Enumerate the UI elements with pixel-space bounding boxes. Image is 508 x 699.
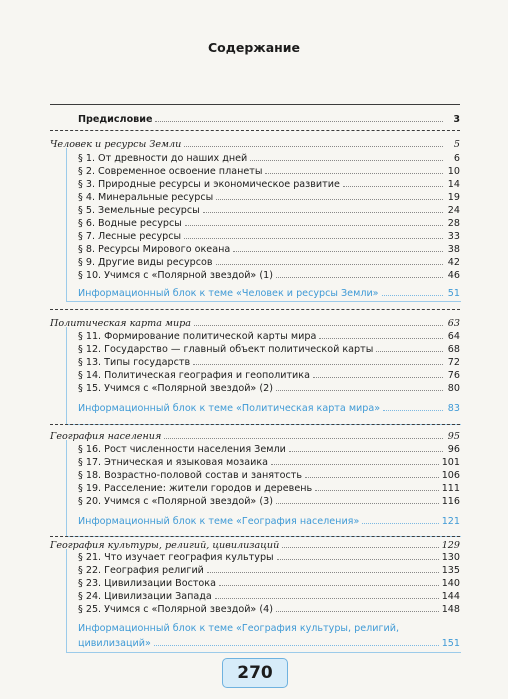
- toc-page-number: 101: [441, 457, 460, 468]
- info-block-label: Информационный блок к теме «Человек и ресурсы Земли»: [78, 288, 379, 299]
- toc-row[interactable]: [78, 467, 460, 481]
- dot-leader: [305, 467, 439, 478]
- toc-page-number: 3: [453, 114, 460, 125]
- dot-leader: [343, 176, 443, 187]
- toc-row[interactable]: [78, 176, 460, 190]
- toc-label: § 25. Учимся с «Полярной звездой» (4): [78, 604, 273, 615]
- dot-leader: [382, 285, 443, 296]
- toc-row[interactable]: [78, 454, 460, 468]
- divider: [50, 424, 460, 425]
- toc-label: § 16. Рост численности населения Земли: [78, 444, 286, 455]
- toc-label: § 5. Земельные ресурсы: [78, 205, 200, 216]
- toc-page-number: 14: [447, 179, 460, 190]
- toc-page-number: 106: [441, 470, 460, 481]
- toc-row[interactable]: [78, 549, 460, 563]
- toc-label: § 19. Расселение: жители городов и деревень: [78, 483, 313, 494]
- info-block-label: Информационный блок к теме «География населения»: [78, 516, 360, 527]
- toc-row[interactable]: [78, 601, 460, 615]
- toc-label: § 14. Политическая география и геополитика: [78, 370, 310, 381]
- dot-leader: [154, 635, 439, 646]
- toc-page-number: 135: [441, 565, 460, 576]
- section-heading-label: Человек и ресурсы Земли: [50, 139, 182, 150]
- toc-row[interactable]: [78, 150, 460, 164]
- dot-leader: [282, 537, 438, 548]
- toc-row[interactable]: [78, 588, 460, 602]
- dot-leader: [215, 588, 439, 599]
- toc-page-number: 72: [447, 357, 460, 368]
- toc-row[interactable]: [78, 163, 460, 177]
- toc-page-number: 144: [441, 591, 460, 602]
- toc-page-number: 116: [441, 496, 460, 507]
- toc-page-number: 10: [447, 166, 460, 177]
- toc-label: § 9. Другие виды ресурсов: [78, 257, 213, 268]
- dot-leader: [185, 215, 443, 226]
- dot-leader: [276, 380, 443, 391]
- toc-page-number: 140: [441, 578, 460, 589]
- toc-label: § 11. Формирование политической карты мира: [78, 331, 317, 342]
- section-heading-label: География культуры, религий, цивилизаций: [50, 540, 280, 551]
- divider: [50, 130, 460, 131]
- info-block-row[interactable]: [78, 285, 460, 299]
- toc-row-preface[interactable]: [78, 111, 460, 125]
- section-heading-label: Политическая карта мира: [50, 318, 192, 329]
- toc-row[interactable]: [78, 341, 460, 355]
- dot-leader: [271, 454, 439, 465]
- dot-leader: [216, 254, 443, 265]
- dot-leader: [184, 136, 443, 147]
- toc-label: § 4. Минеральные ресурсы: [78, 192, 214, 203]
- toc-row[interactable]: [78, 254, 460, 268]
- toc-page-number: 129: [441, 540, 460, 551]
- toc-row[interactable]: [78, 267, 460, 281]
- toc-row[interactable]: [78, 562, 460, 576]
- toc-row[interactable]: [78, 354, 460, 368]
- toc-label: § 8. Ресурсы Мирового океана: [78, 244, 231, 255]
- toc-page-number: 19: [447, 192, 460, 203]
- dot-leader: [319, 328, 443, 339]
- dot-leader: [193, 354, 443, 365]
- divider: [50, 309, 460, 310]
- toc-page-number: 130: [441, 552, 460, 563]
- toc-label: § 24. Цивилизации Запада: [78, 591, 212, 602]
- toc-page-number: 76: [447, 370, 460, 381]
- toc-label: § 10. Учимся с «Полярной звездой» (1): [78, 270, 273, 281]
- toc-page-number: 64: [447, 331, 460, 342]
- toc-page-number: 33: [447, 231, 460, 242]
- toc-label: § 1. От древности до наших дней: [78, 153, 248, 164]
- toc-row[interactable]: [78, 328, 460, 342]
- dot-leader: [164, 428, 443, 439]
- toc-page-number: 42: [447, 257, 460, 268]
- dot-leader: [315, 480, 439, 491]
- toc-label: § 18. Возрастно-половой состав и занятость: [78, 470, 302, 481]
- toc-row[interactable]: [78, 228, 460, 242]
- dot-leader: [276, 601, 439, 612]
- dot-leader: [277, 549, 439, 560]
- toc-row[interactable]: [78, 380, 460, 394]
- toc-label: § 21. Что изучает география культуры: [78, 552, 274, 563]
- toc-row[interactable]: [78, 441, 460, 455]
- toc-page-number: 80: [447, 383, 460, 394]
- info-block-row[interactable]: [78, 513, 460, 527]
- dot-leader: [219, 575, 439, 586]
- toc-page-number: 111: [441, 483, 460, 494]
- info-block-label: Информационный блок к теме «Политическая карта мира»: [78, 403, 381, 414]
- toc-label: § 3. Природные ресурсы и экономическое развитие: [78, 179, 340, 190]
- toc-label: § 7. Лесные ресурсы: [78, 231, 182, 242]
- toc-row[interactable]: [78, 189, 460, 203]
- toc-page-number: 83: [447, 403, 460, 414]
- dot-leader: [207, 562, 439, 573]
- toc-page-number: 96: [447, 444, 460, 455]
- toc-page-number: 148: [441, 604, 460, 615]
- dot-leader: [276, 493, 439, 504]
- toc-label: Предисловие: [78, 114, 153, 125]
- toc-label: § 6. Водные ресурсы: [78, 218, 182, 229]
- toc-row[interactable]: [78, 575, 460, 589]
- toc-page-number: 5: [453, 139, 460, 150]
- toc-label: § 15. Учимся с «Полярной звездой» (2): [78, 383, 273, 394]
- toc-row[interactable]: [78, 202, 460, 216]
- toc-page-number: 6: [453, 153, 460, 164]
- toc-page-number: 121: [441, 516, 460, 527]
- dot-leader: [203, 202, 443, 213]
- toc-page-number: 63: [447, 318, 460, 329]
- dot-leader: [233, 241, 443, 252]
- dot-leader: [289, 441, 443, 452]
- dot-leader: [276, 267, 443, 278]
- toc-row[interactable]: [78, 480, 460, 494]
- dot-leader: [383, 400, 443, 411]
- toc-row[interactable]: [78, 215, 460, 229]
- toc-page-number: 46: [447, 270, 460, 281]
- page-title: Содержание: [207, 40, 301, 55]
- toc-page-number: 51: [447, 288, 460, 299]
- toc-label: § 22. География религий: [78, 565, 204, 576]
- toc-page-number: 95: [447, 431, 460, 442]
- toc-page-number: 28: [447, 218, 460, 229]
- info-block-row[interactable]: [78, 635, 460, 649]
- toc-page-number: 38: [447, 244, 460, 255]
- toc-label: § 12. Государство — главный объект политической карты: [78, 344, 374, 355]
- toc-page-number: 24: [447, 205, 460, 216]
- info-block-row[interactable]: [78, 400, 460, 414]
- toc-label: § 17. Этническая и языковая мозаика: [78, 457, 269, 468]
- dot-leader: [155, 111, 443, 122]
- dot-leader: [216, 189, 443, 200]
- dot-leader: [250, 150, 443, 161]
- toc-row[interactable]: [78, 493, 460, 507]
- dot-leader: [313, 367, 443, 378]
- toc-label: § 13. Типы государств: [78, 357, 191, 368]
- toc-row[interactable]: [78, 241, 460, 255]
- dot-leader: [265, 163, 443, 174]
- divider: [50, 104, 460, 105]
- info-block-label: цивилизаций»: [78, 638, 151, 649]
- info-block-line[interactable]: Информационный блок к теме «География культуры, религий,: [78, 623, 400, 634]
- page-number-badge: 270: [222, 658, 288, 688]
- dot-leader: [194, 315, 443, 326]
- dot-leader: [362, 513, 438, 524]
- section-heading-label: География населения: [50, 431, 162, 442]
- toc-label: § 23. Цивилизации Востока: [78, 578, 216, 589]
- toc-label: § 2. Современное освоение планеты: [78, 166, 263, 177]
- dot-leader: [376, 341, 443, 352]
- toc-label: § 20. Учимся с «Полярной звездой» (3): [78, 496, 273, 507]
- toc-page-number: 151: [441, 638, 460, 649]
- toc-page-number: 68: [447, 344, 460, 355]
- dot-leader: [184, 228, 443, 239]
- toc-row[interactable]: [78, 367, 460, 381]
